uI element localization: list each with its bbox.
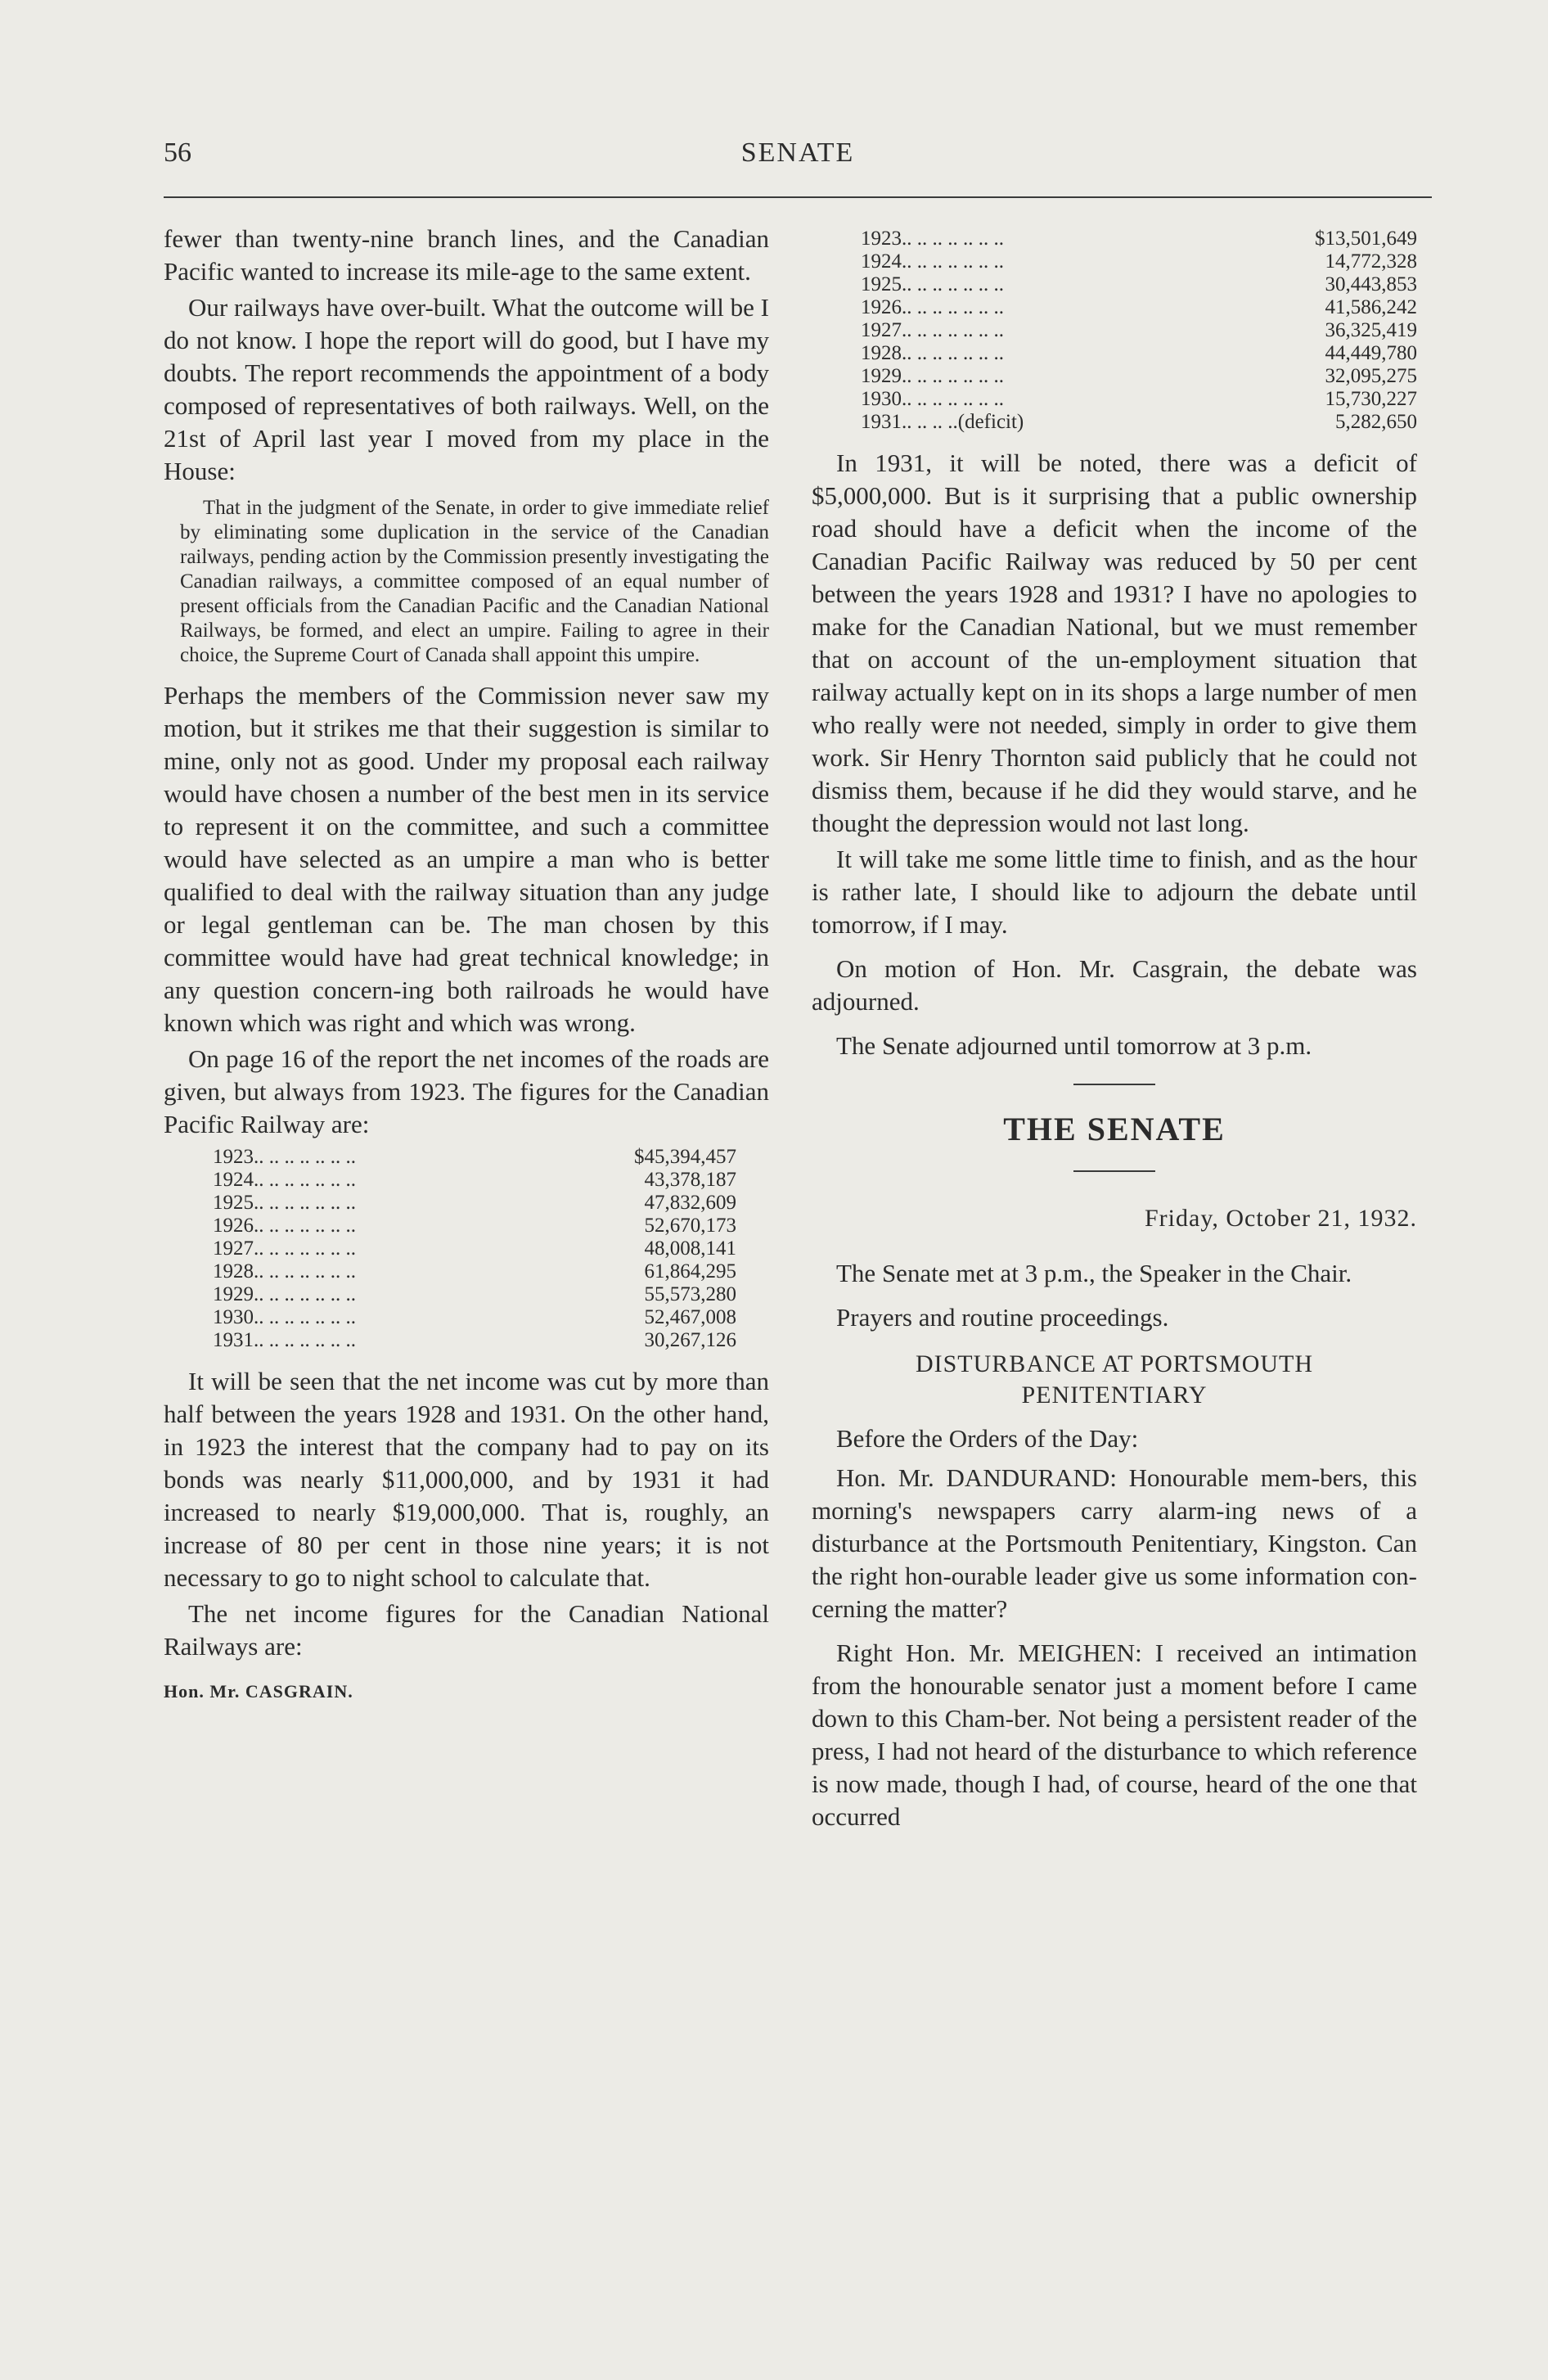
year-cell: 1930.. .. .. .. .. .. .. xyxy=(861,388,1004,410)
year-cell: 1924.. .. .. .. .. .. .. xyxy=(861,250,1004,273)
dateline: Friday, October 21, 1932. xyxy=(1145,1205,1417,1232)
table-row xyxy=(861,296,1417,319)
amount-cell: 48,008,141 xyxy=(644,1237,736,1260)
cnr-income-table xyxy=(861,228,1417,434)
table-row xyxy=(213,1329,736,1352)
cpr-income-table xyxy=(213,1146,736,1352)
table-row xyxy=(213,1215,736,1237)
table-row xyxy=(213,1146,736,1169)
left-paragraph-6: The net income figures for the Canadian National Railways are: xyxy=(164,1599,769,1661)
table-row xyxy=(861,388,1417,411)
right-paragraph-5: The Senate met at 3 p.m., the Speaker in the Chair. xyxy=(836,1259,1352,1287)
table-row xyxy=(861,365,1417,388)
right-paragraph-1: In 1931, it will be noted, there was a deficit of $5,000,000. But is it surprising that a public ownership road should have a deficit when the income of the Canadian Pacific Railway was reduced by 50 per cent between the years 1928 and 1931? I have no apologies to make for the Canadian National, but we must remember that on account of the un-employment situation that railway actually kept on in its shops a large number of men who really were not needed, simply in order to give them work. Sir Henry Thornton said publicly that he could not dismiss them, because if he did they would starve, and he thought the depression would not last long. xyxy=(812,449,1417,837)
amount-cell: 43,378,187 xyxy=(644,1169,736,1191)
year-cell: 1927.. .. .. .. .. .. .. xyxy=(861,319,1004,341)
left-paragraph-5: It will be seen that the net income was cut by more than half between the years 1928 and 1931. On the other hand, in 1923 the interest that the company had to pay on its bonds was nearly $11,000,000, and by 1931 it had increased to nearly $19,000,000. That is, roughly, an increase of 80 per cent in those nine years; it is not necessary to go to night school to calculate that. xyxy=(164,1367,769,1592)
amount-cell: 52,670,173 xyxy=(644,1215,736,1237)
amount-cell: 44,449,780 xyxy=(1325,342,1417,364)
year-cell: 1923.. .. .. .. .. .. .. xyxy=(861,228,1004,250)
table-row xyxy=(861,319,1417,342)
section-divider-top xyxy=(1073,1084,1155,1085)
amount-cell: 30,267,126 xyxy=(644,1329,736,1351)
year-cell: 1927.. .. .. .. .. .. .. xyxy=(213,1237,356,1260)
table-row xyxy=(213,1283,736,1306)
amount-cell: 55,573,280 xyxy=(644,1283,736,1305)
year-cell: 1928.. .. .. .. .. .. .. xyxy=(861,342,1004,364)
left-column xyxy=(164,223,769,1702)
subheading-line-2: PENITENTIARY xyxy=(1021,1382,1208,1409)
table-row xyxy=(861,250,1417,273)
right-paragraph-4: The Senate adjourned until tomorrow at 3 p.m. xyxy=(836,1031,1312,1060)
right-paragraph-9: Right Hon. Mr. MEIGHEN: I received an intimation from the honourable senator just a moment before I came down to this Cham-ber. Not being a persistent reader of the press, I had not heard of the disturbance to which reference is now made, though I had, of course, heard of the one that occurred xyxy=(812,1639,1417,1831)
quoted-motion: That in the judgment of the Senate, in order to give immediate relief by eliminating some duplication in the service of the Canadian railways, pending action by the Commission presently investigating the Canadian railways, a committee composed of an equal number of present officials from the Canadian Pacific and the Canadian National Railways, be formed, and elect an umpire. Failing to agree in their choice, the Supreme Court of Canada shall appoint this umpire. xyxy=(180,497,769,666)
amount-cell: 15,730,227 xyxy=(1325,388,1417,410)
section-title: THE SENATE xyxy=(1003,1111,1226,1147)
footer-speaker-name: Hon. Mr. CASGRAIN. xyxy=(164,1681,353,1702)
subheading-line-1: DISTURBANCE AT PORTSMOUTH xyxy=(915,1350,1314,1377)
page-number: 56 xyxy=(164,137,191,168)
year-cell: 1928.. .. .. .. .. .. .. xyxy=(213,1260,356,1282)
table-row xyxy=(213,1169,736,1192)
amount-cell: 30,443,853 xyxy=(1325,273,1417,295)
year-cell: 1930.. .. .. .. .. .. .. xyxy=(213,1306,356,1328)
right-paragraph-6: Prayers and routine proceedings. xyxy=(836,1303,1169,1332)
year-cell: 1926.. .. .. .. .. .. .. xyxy=(213,1215,356,1237)
year-cell: 1931.. .. .. ..(deficit) xyxy=(861,411,1024,433)
amount-cell: 41,586,242 xyxy=(1325,296,1417,318)
amount-cell: 5,282,650 xyxy=(1335,411,1417,433)
year-cell: 1931.. .. .. .. .. .. .. xyxy=(213,1329,356,1351)
left-paragraph-2: Our railways have over-built. What the outcome will be I do not know. I hope the report will do good, but I have my doubts. The report recommends the appointment of a body composed of representatives of both railways. Well, on the 21st of April last year I moved from my place in the House: xyxy=(164,293,769,485)
table-row xyxy=(861,411,1417,434)
left-paragraph-3: Perhaps the members of the Commission never saw my motion, but it strikes me that their suggestion is similar to mine, only not as good. Under my proposal each railway would have chosen a number of the best men in its service to represent it on the committee, and such a committee would have selected as an umpire a man who is better qualified to deal with the railway situation than any judge or legal gentleman can be. The man chosen by this committee would have had great technical knowledge; in any question concern-ing both railroads he would have known which was right and which was wrong. xyxy=(164,681,769,1037)
amount-cell: 47,832,609 xyxy=(644,1192,736,1214)
table-row xyxy=(861,228,1417,250)
year-cell: 1929.. .. .. .. .. .. .. xyxy=(213,1283,356,1305)
table-row xyxy=(213,1260,736,1283)
amount-cell: 32,095,275 xyxy=(1325,365,1417,387)
page-header xyxy=(164,137,1432,187)
table-row xyxy=(213,1237,736,1260)
right-paragraph-3: On motion of Hon. Mr. Casgrain, the debate was adjourned. xyxy=(812,954,1417,1016)
table-row xyxy=(861,273,1417,296)
right-column xyxy=(812,223,1417,1837)
amount-cell: 36,325,419 xyxy=(1325,319,1417,341)
amount-cell: 61,864,295 xyxy=(644,1260,736,1282)
subheading xyxy=(812,1349,1417,1411)
table-row xyxy=(213,1192,736,1215)
amount-cell: 14,772,328 xyxy=(1325,250,1417,273)
amount-cell: $45,394,457 xyxy=(634,1146,736,1168)
header-rule xyxy=(164,196,1432,198)
year-cell: 1925.. .. .. .. .. .. .. xyxy=(213,1192,356,1214)
right-paragraph-7: Before the Orders of the Day: xyxy=(836,1424,1139,1453)
amount-cell: $13,501,649 xyxy=(1315,228,1417,250)
table-row xyxy=(213,1306,736,1329)
year-cell: 1929.. .. .. .. .. .. .. xyxy=(861,365,1004,387)
section-divider-bottom xyxy=(1073,1170,1155,1172)
running-head: SENATE xyxy=(740,137,855,168)
table-row xyxy=(861,342,1417,365)
year-cell: 1923.. .. .. .. .. .. .. xyxy=(213,1146,356,1168)
right-paragraph-2: It will take me some little time to finish, and as the hour is rather late, I should like to adjourn the debate until tomorrow, if I may. xyxy=(812,845,1417,939)
year-cell: 1926.. .. .. .. .. .. .. xyxy=(861,296,1004,318)
year-cell: 1925.. .. .. .. .. .. .. xyxy=(861,273,1004,295)
left-paragraph-4: On page 16 of the report the net incomes of the roads are given, but always from 1923. The figures for the Canadian Pacific Railway are: xyxy=(164,1044,769,1138)
amount-cell: 52,467,008 xyxy=(644,1306,736,1328)
left-paragraph-1: fewer than twenty-nine branch lines, and the Canadian Pacific wanted to increase its mile-age to the same extent. xyxy=(164,224,769,286)
right-paragraph-8: Hon. Mr. DANDURAND: Honourable mem-bers, this morning's newspapers carry alarm-ing news of a disturbance at the Portsmouth Penitentiary, Kingston. Can the right hon-ourable leader give us some information con-cerning the matter? xyxy=(812,1463,1417,1623)
year-cell: 1924.. .. .. .. .. .. .. xyxy=(213,1169,356,1191)
